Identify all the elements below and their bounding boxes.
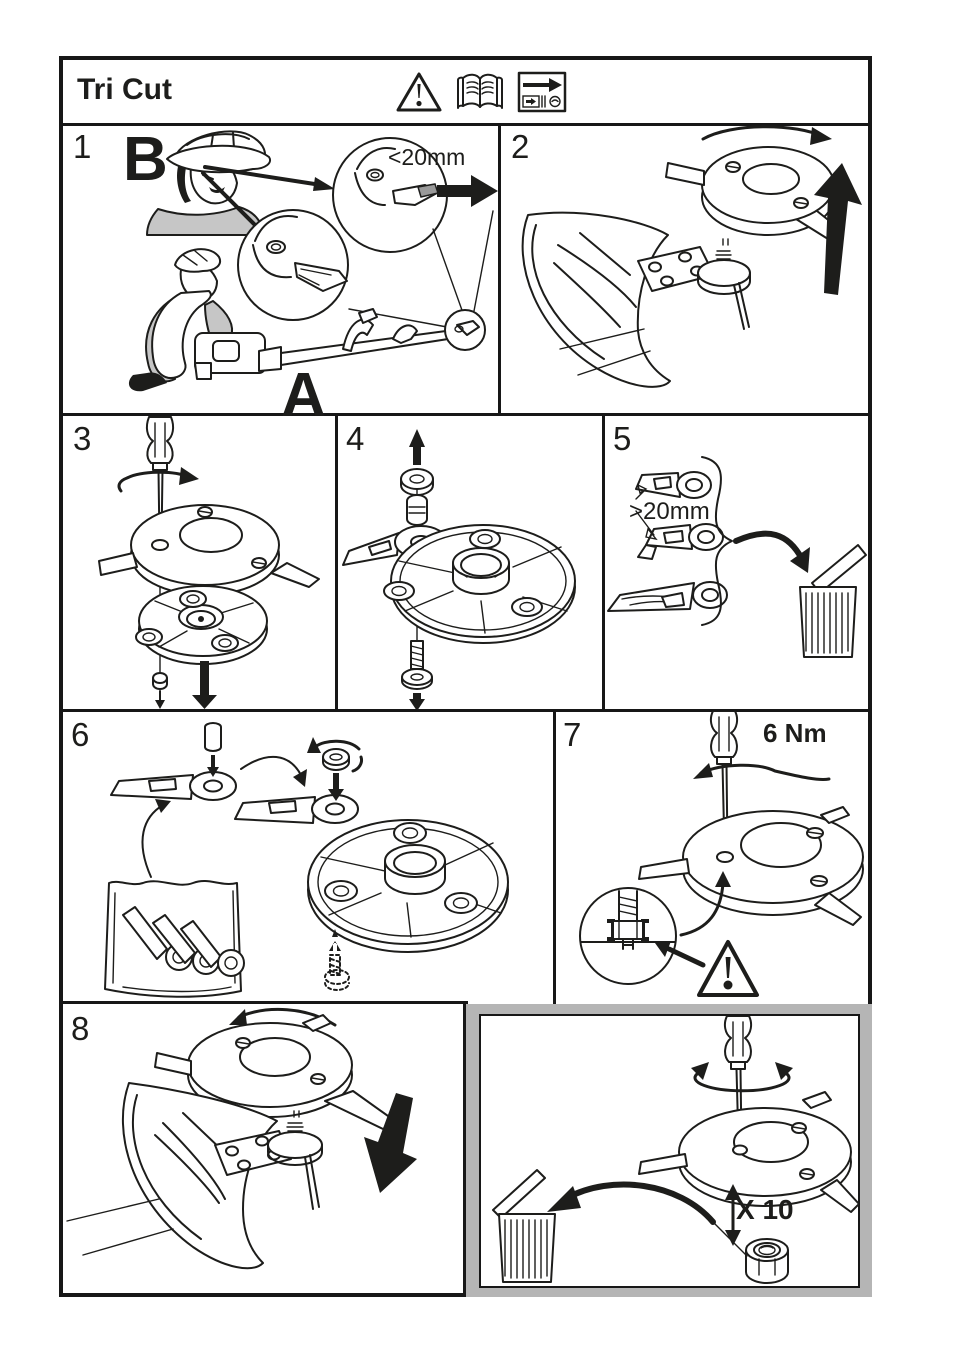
panel-5-illustration [602,415,868,709]
header-icons [395,70,567,114]
blade-carrier-disc [136,586,267,664]
worn-blade-3 [608,582,727,611]
carrier-disc [308,820,508,952]
refer-instructions-icon [517,71,567,113]
repeat-count-label: X 10 [736,1194,794,1225]
screw [402,641,432,689]
panel-9-inner [479,1014,860,1288]
panel-4-number: 4 [346,420,365,457]
position-label-a: A [281,361,326,430]
panel-1-number: 1 [73,128,92,165]
arrow-bag-to-blade [142,799,171,877]
arrow-to-assembly [241,757,307,787]
guard-and-shaft [523,213,750,387]
trash-can-icon [800,545,866,657]
warning-triangle-icon [395,70,443,114]
position-label-b: B [123,125,168,194]
worn-blade-1 [636,472,711,498]
panel-7-number: 7 [563,716,582,753]
leader-line [713,1222,747,1256]
blade-discard-limit-label: >20mm [629,498,710,525]
warning-triangle-icon [699,942,757,995]
panel-9-gray-frame [466,1004,872,1297]
spare-blade-bag [105,881,244,997]
panel-9-illustration [481,1016,859,1284]
page-title: Tri Cut [77,73,172,106]
panel-6-illustration [63,711,553,1001]
panel-6-number: 6 [71,716,90,753]
panel-2-number: 2 [511,128,530,165]
trash-can-icon [493,1170,555,1282]
magnifier-locking-detail [580,888,676,984]
panel-2-illustration [498,123,868,413]
new-blade-with-pin [111,723,236,800]
lock-nut [746,1239,788,1283]
top-cover-disc [99,505,319,595]
panel-8-number: 8 [71,1010,90,1047]
instruction-sheet [59,56,872,1297]
blade-wear-limit-label: <20mm [388,144,466,170]
discard-arrow [736,534,810,573]
worn-blade-2 [638,524,723,559]
arrow-down-icon [409,693,425,709]
read-manual-icon [453,70,507,114]
rotation-arrow [693,763,829,780]
panel-4-illustration [335,415,602,709]
screw-and-arrows [153,661,217,709]
spacer-sleeve [407,495,427,525]
torque-label: 6 Nm [763,718,827,748]
discard-arrow [547,1185,713,1223]
trimmer-head [639,807,863,925]
panel-8-illustration [63,1003,464,1290]
rotation-arrow [703,127,832,145]
panel-3-illustration [63,415,335,709]
panel-5-number: 5 [613,420,632,457]
panel-7-illustration [553,711,868,1001]
arrow-up-icon [409,429,425,465]
trimmer-head [666,147,842,239]
panel-3-number: 3 [73,420,92,457]
magnifier-blade-worn [238,210,348,320]
